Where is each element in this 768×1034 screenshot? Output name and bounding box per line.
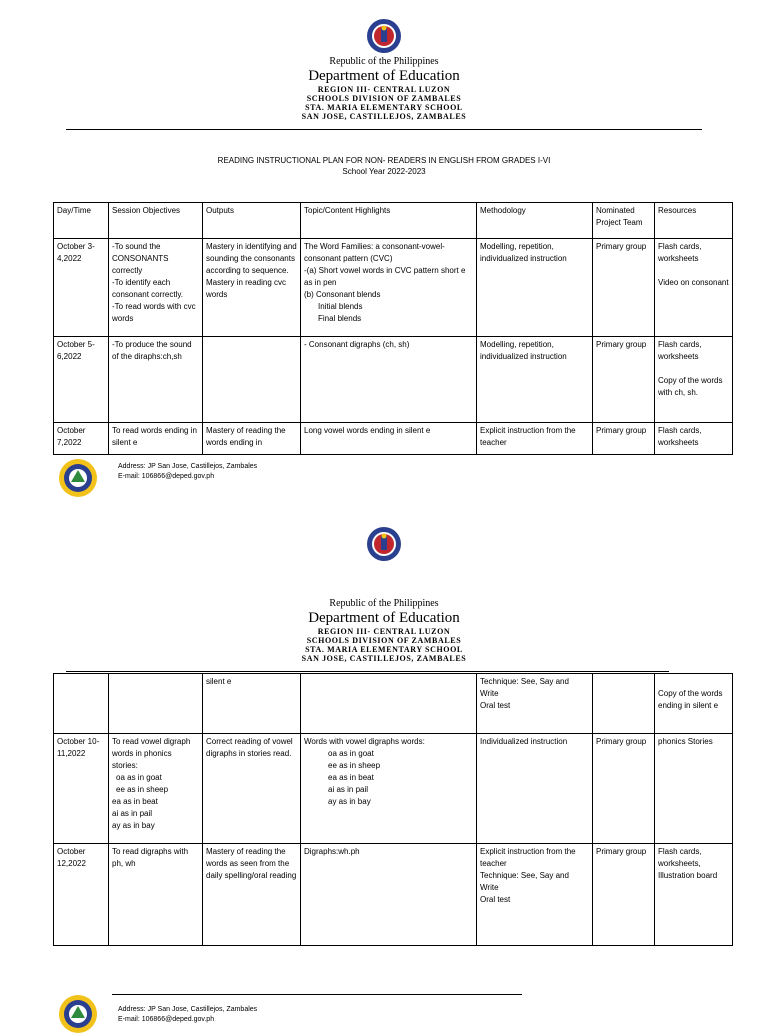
footer-contact bbox=[118, 1005, 257, 1025]
resources-cell: phonics Stories bbox=[655, 734, 733, 844]
header-divider bbox=[66, 671, 669, 672]
topic-cell: Digraphs:wh.ph bbox=[301, 844, 477, 946]
objectives-cell: -To produce the sound of the diraphs:ch,sh bbox=[109, 337, 203, 423]
school-line: STA. MARIA ELEMENTARY SCHOOL bbox=[305, 103, 463, 112]
header-cell: Resources bbox=[655, 203, 733, 239]
team-cell: Primary group bbox=[593, 239, 655, 337]
department-name: Department of Education bbox=[308, 610, 460, 626]
address-line: SAN JOSE, CASTILLEJOS, ZAMBALES bbox=[301, 654, 467, 663]
footer-address: Address: JP San Jose, Castillejos, Zambales bbox=[118, 1006, 258, 1013]
methodology-cell: Technique: See, Say and Write Oral test bbox=[477, 674, 593, 734]
objectives-cell: To read digraphs with ph, wh bbox=[109, 844, 203, 946]
table-row bbox=[54, 239, 733, 337]
table-header-row bbox=[54, 203, 733, 239]
outputs-cell: Correct reading of vowel digraphs in stories read. bbox=[203, 734, 301, 844]
table-row bbox=[54, 337, 733, 423]
page-1 bbox=[0, 0, 768, 480]
day-cell: October 3-4,2022 bbox=[54, 239, 109, 337]
team-cell: Primary group bbox=[593, 844, 655, 946]
methodology-cell: Modelling, repetition, individualized instruction bbox=[477, 337, 593, 423]
objectives-cell: -To sound the CONSONANTS correctly -To identify each consonant correctly. -To read words with cvc words bbox=[109, 239, 203, 337]
team-cell: Primary group bbox=[593, 423, 655, 455]
footer-email: E-mail: 106866@deped.gov.ph bbox=[118, 473, 215, 480]
outputs-cell: Mastery of reading the words as seen from the daily spelling/oral reading bbox=[203, 844, 301, 946]
department-name: Department of Education bbox=[308, 68, 460, 84]
plan-table-continued bbox=[53, 673, 733, 946]
resources-cell: Flash cards, worksheets Copy of the words with ch, sh. bbox=[655, 337, 733, 423]
day-cell bbox=[54, 674, 109, 734]
day-cell: October 10-11,2022 bbox=[54, 734, 109, 844]
school-line: STA. MARIA ELEMENTARY SCHOOL bbox=[305, 645, 463, 654]
objectives-cell: To read words ending in silent e bbox=[109, 423, 203, 455]
footer-address: Address: JP San Jose, Castillejos, Zambales bbox=[118, 463, 258, 470]
footer-email: E-mail: 106866@deped.gov.ph bbox=[118, 1016, 215, 1023]
school-year: School Year 2022-2023 bbox=[342, 167, 426, 176]
region-line: REGION III- CENTRAL LUZON bbox=[317, 627, 451, 636]
document-title bbox=[0, 155, 768, 177]
division-line: SCHOOLS DIVISION OF ZAMBALES bbox=[306, 636, 462, 645]
page-2 bbox=[0, 520, 768, 1024]
footer-divider bbox=[112, 994, 522, 995]
header-cell: Nominated Project Team bbox=[593, 203, 655, 239]
table-row bbox=[54, 734, 733, 844]
table-row bbox=[54, 423, 733, 455]
topic-cell: Words with vowel digraphs words: oa as in goat ee as in sheep ea as in beat ai as in pail ay as in bay bbox=[301, 734, 477, 844]
republic-line: Republic of the Philippines bbox=[329, 598, 439, 609]
topic-cell: - Consonant digraphs (ch, sh) bbox=[301, 337, 477, 423]
table-row bbox=[54, 674, 733, 734]
team-cell bbox=[593, 674, 655, 734]
address-line: SAN JOSE, CASTILLEJOS, ZAMBALES bbox=[301, 112, 467, 121]
outputs-cell: Mastery of reading the words ending in bbox=[203, 423, 301, 455]
team-cell: Primary group bbox=[593, 734, 655, 844]
header-cell: Topic/Content Highlights bbox=[301, 203, 477, 239]
division-line: SCHOOLS DIVISION OF ZAMBALES bbox=[306, 94, 462, 103]
objectives-cell bbox=[109, 674, 203, 734]
day-cell: October 12,2022 bbox=[54, 844, 109, 946]
header-divider bbox=[66, 129, 702, 130]
plan-table bbox=[53, 202, 733, 455]
region-line: REGION III- CENTRAL LUZON bbox=[317, 85, 451, 94]
table-row bbox=[54, 844, 733, 946]
deped-seal-icon bbox=[366, 18, 402, 54]
methodology-cell: Modelling, repetition, individualized instruction bbox=[477, 239, 593, 337]
topic-cell bbox=[301, 674, 477, 734]
footer-contact bbox=[118, 462, 257, 482]
letterhead bbox=[0, 598, 768, 663]
methodology-cell: Individualized instruction bbox=[477, 734, 593, 844]
resources-cell: Flash cards, worksheets bbox=[655, 423, 733, 455]
resources-cell: Copy of the words ending in silent e bbox=[655, 674, 733, 734]
plan-title: READING INSTRUCTIONAL PLAN FOR NON- READERS IN ENGLISH FROM GRADES I-VI bbox=[217, 156, 551, 165]
day-cell: October 5-6,2022 bbox=[54, 337, 109, 423]
outputs-cell: Mastery in identifying and sounding the consonants according to sequence. Mastery in reading cvc words bbox=[203, 239, 301, 337]
topic-cell: Long vowel words ending in silent e bbox=[301, 423, 477, 455]
outputs-cell bbox=[203, 337, 301, 423]
methodology-cell: Explicit instruction from the teacher Technique: See, Say and Write Oral test bbox=[477, 844, 593, 946]
team-cell: Primary group bbox=[593, 337, 655, 423]
republic-line: Republic of the Philippines bbox=[329, 56, 439, 67]
outputs-cell: silent e bbox=[203, 674, 301, 734]
header-cell: Day/Time bbox=[54, 203, 109, 239]
methodology-cell: Explicit instruction from the teacher bbox=[477, 423, 593, 455]
day-cell: October 7,2022 bbox=[54, 423, 109, 455]
objectives-cell: To read vowel digraph words in phonics stories: oa as in goat ee as in sheep ea as in beat ai as in pail ay as in bay bbox=[109, 734, 203, 844]
topic-cell: The Word Families: a consonant-vowel-consonant pattern (CVC) -(a) Short vowel words in CVC pattern short e as in pen (b) Consonant blends Initial blends Final blends bbox=[301, 239, 477, 337]
resources-cell: Flash cards, worksheets, Illustration board bbox=[655, 844, 733, 946]
header-cell: Outputs bbox=[203, 203, 301, 239]
deped-seal-icon bbox=[366, 526, 402, 562]
letterhead bbox=[0, 56, 768, 121]
header-cell: Session Objectives bbox=[109, 203, 203, 239]
resources-cell: Flash cards, worksheets Video on consonant bbox=[655, 239, 733, 337]
school-seal-icon bbox=[58, 458, 98, 498]
header-cell: Methodology bbox=[477, 203, 593, 239]
school-seal-icon bbox=[58, 994, 98, 1034]
